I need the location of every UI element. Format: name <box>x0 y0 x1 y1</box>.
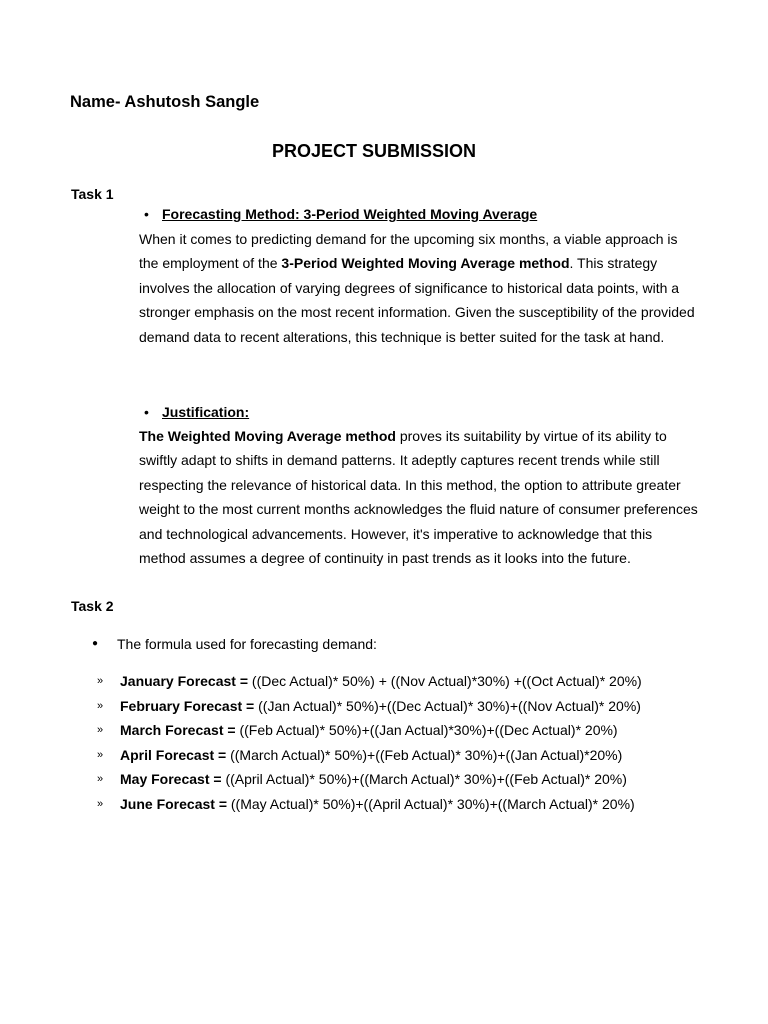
formula-name: April Forecast = <box>120 746 231 763</box>
formula-name: March Forecast = <box>120 722 240 739</box>
method-text-before: When it comes to predicting demand for the upcoming six months, a viable approach is the employment of the <box>139 231 678 272</box>
formula-expression: ((Dec Actual)* 50%) + ((Nov Actual)*30%) +((Oct Actual)* 20%) <box>251 673 642 689</box>
method-text-after: . This strategy involves the allocation of varying degrees of significance to historical data points, with a stronger emphasis on the most recent information. Given the susceptibility of the provided demand data to recent alterations, this technique is better suited for the task at hand. <box>139 255 695 345</box>
formula-name: June Forecast = <box>120 795 231 812</box>
formula-expression: ((May Actual)* 50%)+((April Actual)* 30%)+((March Actual)* 20%) <box>230 795 635 812</box>
formula-expression: ((Jan Actual)* 50%)+((Dec Actual)* 30%)+((Nov Actual)* 20%) <box>258 697 641 714</box>
list-item <box>97 698 717 723</box>
formula-list <box>97 673 717 821</box>
formula-intro: The formula used for forecasting demand: <box>117 636 377 652</box>
bullet-icon: • <box>144 206 149 222</box>
method-heading: Forecasting Method: 3-Period Weighted Moving Average <box>162 206 538 222</box>
list-item <box>97 796 717 821</box>
method-paragraph <box>139 227 699 349</box>
arrow-marker-icon: » <box>97 724 104 737</box>
justification-heading: Justification: <box>162 404 250 420</box>
list-item <box>97 771 717 796</box>
formula-name: January Forecast = <box>120 673 252 689</box>
bullet-icon: ● <box>92 638 99 649</box>
list-item <box>97 673 717 698</box>
list-item <box>97 722 717 747</box>
arrow-marker-icon: » <box>97 748 104 761</box>
justification-text-bold: The Weighted Moving Average method <box>139 428 396 444</box>
arrow-marker-icon: » <box>97 699 104 712</box>
justification-text-after: proves its suitability by virtue of its ability to swiftly adapt to shifts in demand patterns. It adeptly captures recent trends while still respecting the relevance of historical data. In this method, the option to attribute greater weight to the most current months acknowledges the fluid nature of consumer preferences and technological advancements. However, it's imperative to acknowledge that this method assumes a degree of continuity in past trends as it looks into the future. <box>139 428 698 567</box>
task1-label: Task 1 <box>71 186 114 202</box>
page-title: PROJECT SUBMISSION <box>271 141 477 161</box>
formula-name: May Forecast = <box>120 771 226 788</box>
formula-name: February Forecast = <box>120 697 259 714</box>
justification-paragraph <box>139 424 699 570</box>
bullet-icon: • <box>144 404 149 420</box>
author-name: Name- Ashutosh Sangle <box>70 93 260 111</box>
list-item <box>97 747 717 772</box>
formula-expression: ((Feb Actual)* 50%)+((Jan Actual)*30%)+((Dec Actual)* 20%) <box>239 722 618 739</box>
arrow-marker-icon: » <box>97 797 104 810</box>
task2-label: Task 2 <box>71 598 114 614</box>
method-text-bold: 3-Period Weighted Moving Average method <box>281 255 570 272</box>
arrow-marker-icon: » <box>97 773 104 786</box>
formula-expression: ((April Actual)* 50%)+((March Actual)* 30%)+((Feb Actual)* 20%) <box>225 771 627 788</box>
formula-expression: ((March Actual)* 50%)+((Feb Actual)* 30%)+((Jan Actual)*20%) <box>230 746 623 763</box>
arrow-marker-icon: » <box>97 675 104 687</box>
